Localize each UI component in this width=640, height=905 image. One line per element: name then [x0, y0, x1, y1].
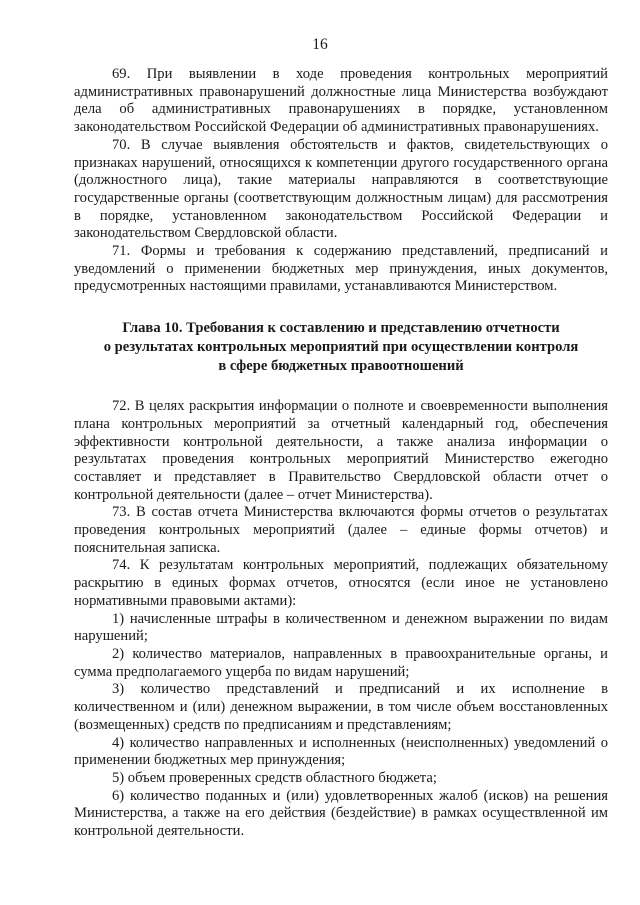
list-item-1: 1) начисленные штрафы в количественном и денежном выражении по видам нарушений; [74, 610, 608, 645]
paragraph-69: 69. При выявлении в ходе проведения контрольных мероприятий административных правонарушений должностные лица Министерства возбуждают дела об административных правонарушениях в порядке, установленном законодательством Российской Федерации об административных правонарушениях. [74, 66, 608, 136]
list-item-5: 5) объем проверенных средств областного бюджета; [112, 769, 437, 786]
chapter-heading [74, 319, 608, 376]
page-number: 16 [312, 36, 328, 53]
list-item-6: 6) количество поданных и (или) удовлетворенных жалоб (исков) на решения Министерства, а также на его действия (бездействие) в рамках осуществленной им контрольной деятельности. [74, 787, 608, 840]
list-item-3: 3) количество представлений и предписаний и их исполнение в количественном и (или) денежном выражении, в том числе объем восстановленных (возмещенных) средств по предписаниям и представлениям; [74, 681, 608, 733]
chapter-heading-line-2: о результатах контрольных мероприятий при осуществлении контроля [103, 339, 579, 356]
paragraph-71: 71. Формы и требования к содержанию представлений, предписаний и уведомлений о применении бюджетных мер принуждения, иных документов, предусмотренных настоящими правилами, устанавливаются Министерством. [74, 243, 608, 295]
paragraph-72: 72. В целях раскрытия информации о полноте и своевременности выполнения плана контрольных мероприятий за отчетный календарный год, обеспечения эффективности контрольной деятельности, а также анализа информации о результатах проведения контрольных мероприятий Министерство ежегодно составляет и представляет в Правительство Свердловской области отчет о контрольной деятельности (далее – отчет Министерства). [74, 398, 608, 503]
paragraph-70: 70. В случае выявления обстоятельств и фактов, свидетельствующих о признаках нарушений, относящихся к компетенции другого государственного органа (должностного лица), такие материалы направляются в соответствующие государственные органы (соответствующим должностным лицам) для рассмотрения в порядке, установленном законодательством Российской Федерации и законодательством Свердловской области. [74, 136, 608, 242]
paragraph-73: 73. В состав отчета Министерства включаются формы отчетов о результатах проведения контрольных мероприятий (далее – единые формы отчетов) и пояснительная записка. [74, 504, 608, 556]
chapter-heading-line-1: Глава 10. Требования к составлению и представлению отчетности [122, 320, 560, 337]
document-body [74, 66, 608, 841]
list-item-2: 2) количество материалов, направленных в правоохранительные органы, и сумма предполагаемого ущерба по видам нарушений; [74, 645, 608, 680]
paragraph-74: 74. К результатам контрольных мероприятий, подлежащих обязательному раскрытию в единых формах отчетов, относятся (если иное не установлено нормативными правовыми актами): [74, 557, 608, 609]
chapter-heading-line-3: в сфере бюджетных правоотношений [218, 358, 464, 375]
list-item-4: 4) количество направленных и исполненных (неисполненных) уведомлений о применении бюджетных мер принуждения; [74, 734, 608, 769]
